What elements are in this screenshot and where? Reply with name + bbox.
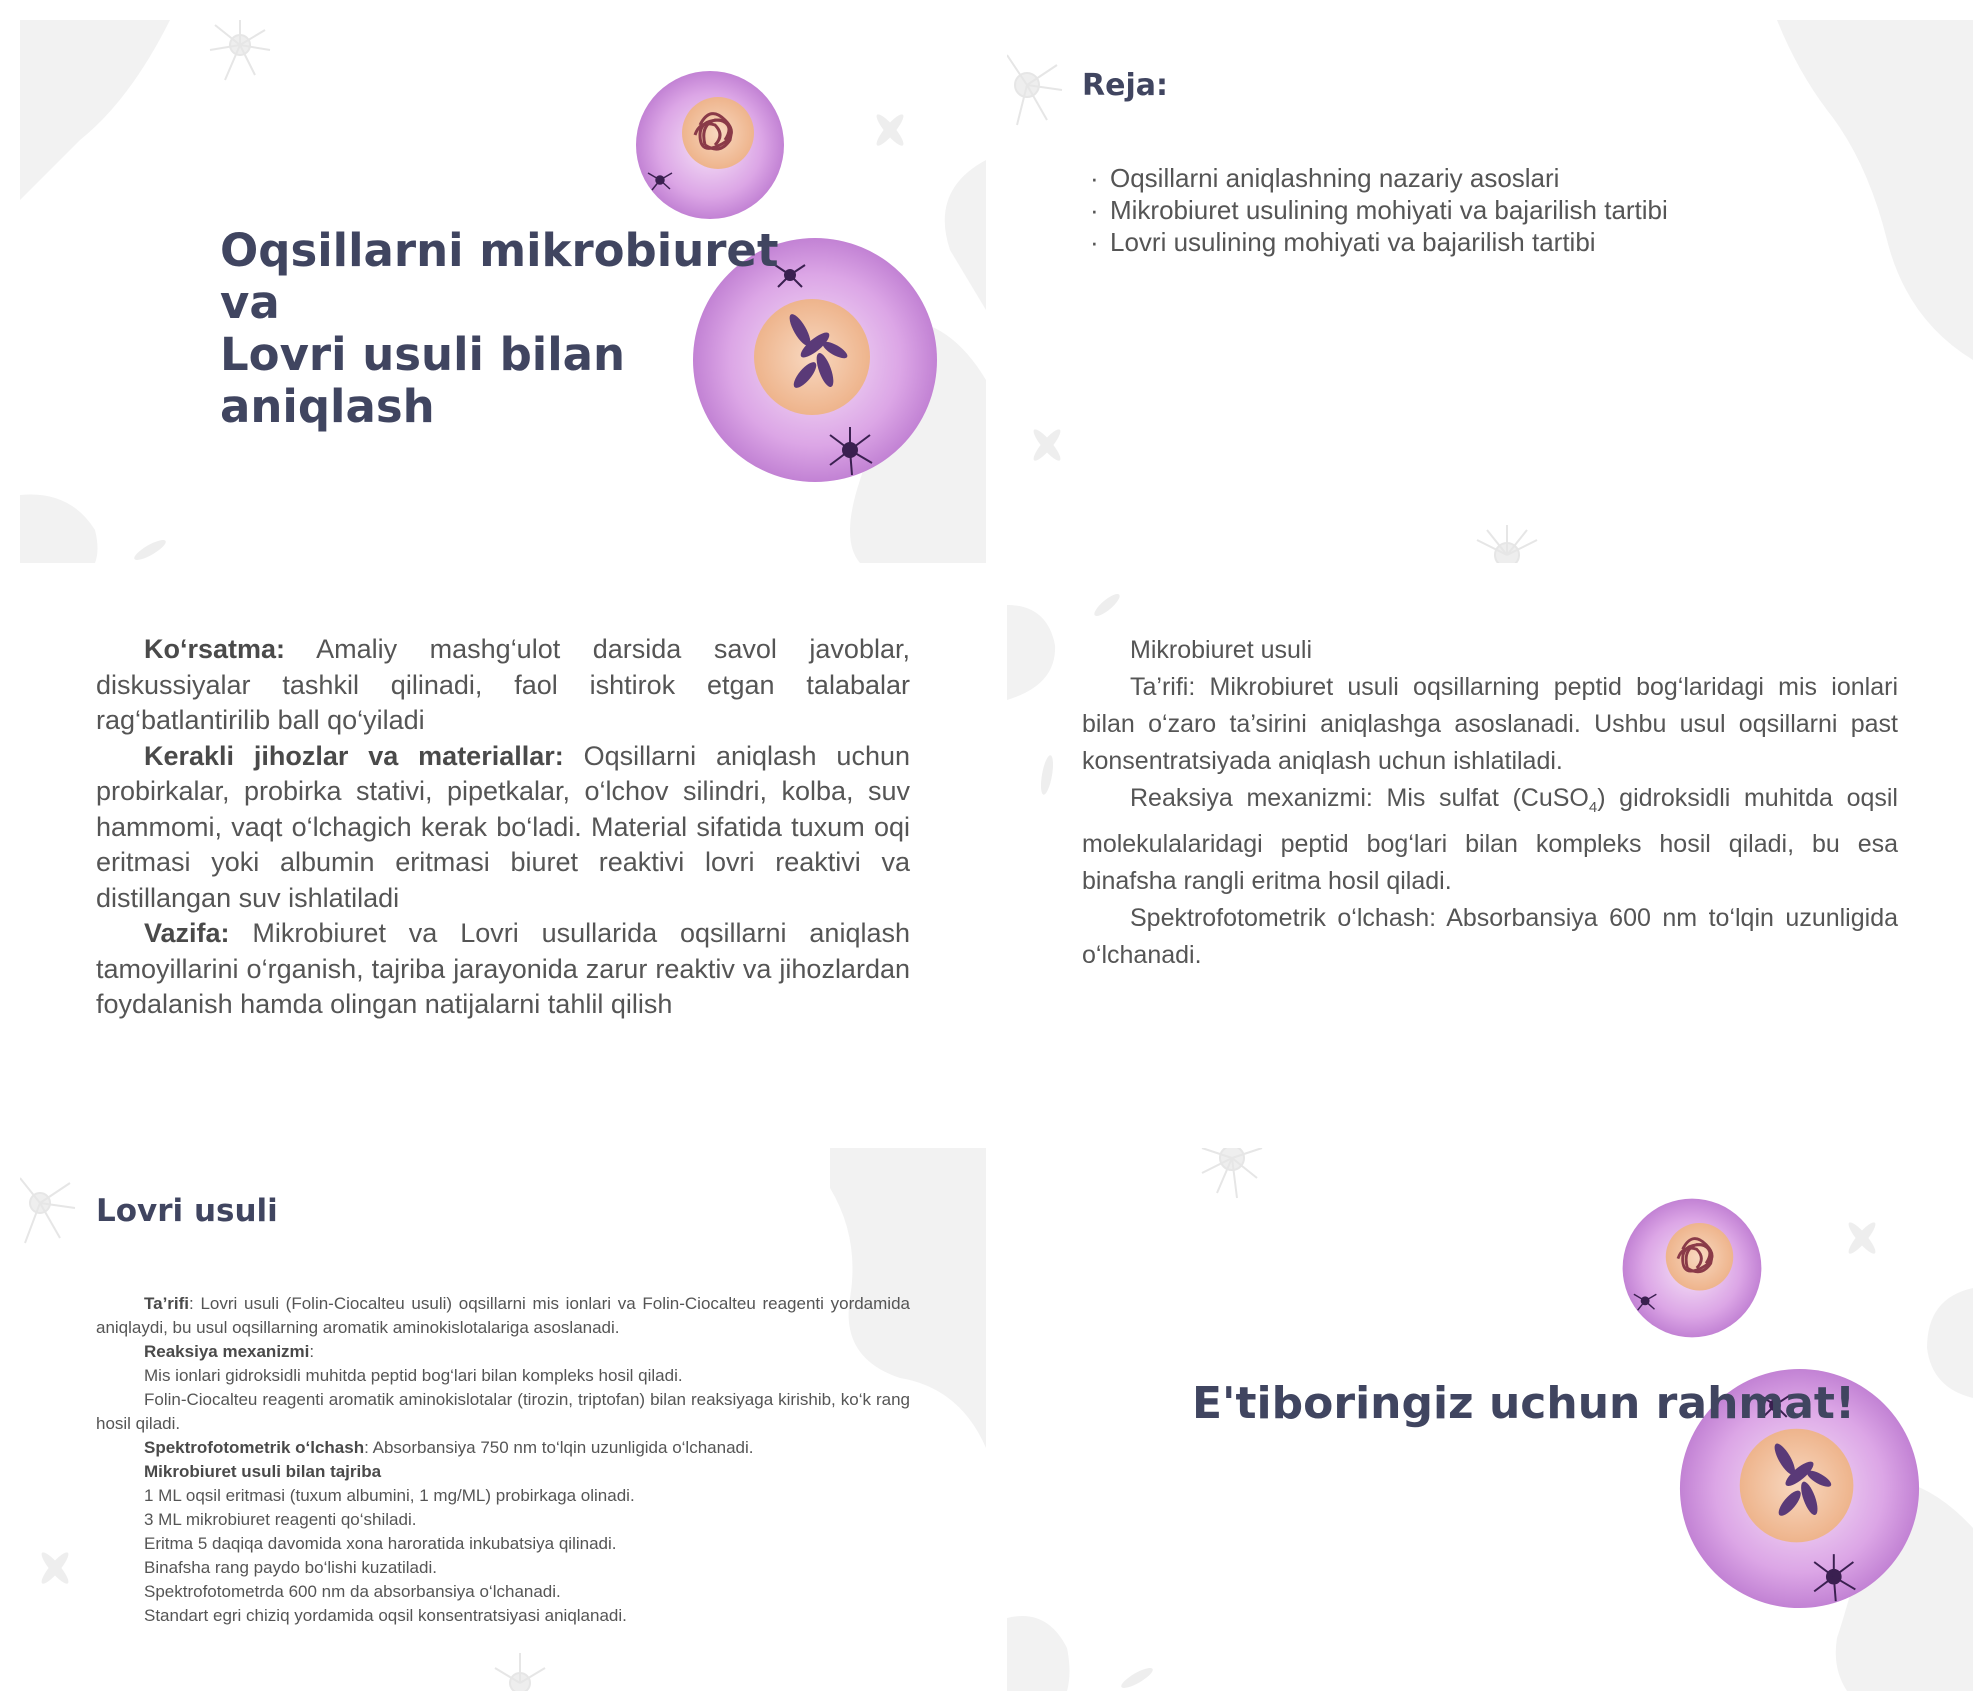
mechanism-text-start: Reaksiya mexanizmi: Mis sulfat (CuSO — [1130, 784, 1589, 812]
equipment-paragraph — [96, 739, 910, 917]
cell-small-illustration — [630, 65, 790, 225]
thanks-title: E'tiboringiz uchun rahmat! — [1192, 1378, 1856, 1429]
microbiuret-text — [1082, 632, 1898, 974]
equipment-label: Kerakli jihozlar va materiallar: — [144, 740, 564, 771]
plan-item-3: · Lovri usulining mohiyati va bajarilish tartibi — [1082, 226, 1668, 258]
instruction-label: Ko‘rsatma: — [144, 634, 286, 664]
slide-microbiuret — [1007, 580, 1973, 1123]
lowry-definition — [96, 1292, 910, 1340]
cell-small-illustration — [1617, 1193, 1767, 1343]
slide-title — [20, 20, 986, 563]
plan-item-2: · Mikrobiuret usulining mohiyati va bajarilish tartibi — [1082, 194, 1668, 226]
lowry-mechanism-label: Reaksiya mexanizmi — [144, 1342, 310, 1361]
experiment-step: Binafsha rang paydo bo‘lishi kuzatiladi. — [144, 1558, 437, 1577]
plan-list — [1082, 162, 1668, 258]
microbiuret-definition: Ta’rifi: Mikrobiuret usuli oqsillarning peptid bog‘laridagi mis ionlari bilan o‘zaro ta’sirini aniqlashga asoslanadi. Ushbu usul oqsillarni past konsentratsiyada aniqlash uchun ishlatiladi. — [1082, 673, 1898, 775]
title-line-1: Oqsillarni mikrobiuret va — [220, 224, 779, 329]
experiment-heading — [96, 1460, 910, 1484]
mechanism-text-end: ) gidroksidli muhitda oqsil molekulalaridagi peptid bog‘lari bilan kompleks hosil qiladi, bu esa binafsha rangli eritma hosil qiladi. — [1082, 784, 1898, 895]
slide-instructions — [20, 580, 986, 1123]
instruction-text: Amaliy mashg‘ulot darsida savol javoblar, diskussiyalar tashkil qilinadi, faol ishtirok etgan talabalar rag‘batlantirilib ball qo‘yiladi — [96, 634, 910, 735]
microbiuret-measurement: Spektrofotometrik o‘lchash: Absorbansiya 600 nm to‘lqin uzunligida o‘lchanadi. — [1082, 904, 1898, 969]
lowry-text — [96, 1292, 910, 1628]
lowry-measurement — [96, 1436, 910, 1460]
lowry-definition-text: : Lovri usuli (Folin-Ciocalteu usuli) oqsillarni mis ionlari va Folin-Ciocalteu reagenti yordamida aniqlaydi, bu usul oqsillarning aromatik aminokislotalariga asoslanadi. — [96, 1294, 910, 1337]
lowry-line: Mis ionlari gidroksidli muhitda peptid bog‘lari bilan kompleks hosil qiladi. — [144, 1366, 683, 1385]
lowry-line: Folin-Ciocalteu reagenti aromatik aminokislotalar (tirozin, triptofan) bilan reaksiyaga kirishib, ko‘k rang hosil qiladi. — [96, 1390, 910, 1433]
lowry-measurement-label: Spektrofotometrik o‘lchash — [144, 1438, 365, 1457]
lowry-measurement-text: : Absorbansiya 750 nm to‘lqin uzunligida o‘lchanadi. — [364, 1438, 754, 1457]
experiment-step: Spektrofotometrda 600 nm da absorbansiya o‘lchanadi. — [144, 1582, 561, 1601]
instructions-text — [96, 632, 910, 1023]
task-paragraph — [96, 916, 910, 1023]
lowry-mechanism-colon: : — [309, 1342, 315, 1361]
task-label: Vazifa: — [144, 918, 230, 948]
lowry-mechanism-heading — [96, 1340, 910, 1364]
microbiuret-mechanism — [1082, 780, 1898, 900]
experiment-step: Eritma 5 daqiqa davomida xona haroratida inkubatsiya qilinadi. — [144, 1534, 617, 1553]
mechanism-subscript: 4 — [1588, 799, 1598, 816]
slide-thanks — [1007, 1148, 1973, 1691]
plan-item-1: · Oqsillarni aniqlashning nazariy asoslari — [1082, 162, 1668, 194]
equipment-text: Oqsillarni aniqlash uchun probirkalar, probirka stativi, pipetkalar, o‘lchov silindri, kolba, suv hammomi, vaqt o‘lchagich kerak bo‘ladi. Material sifatida tuxum oqi eritmasi yoki albumin eritmasi biuret reaktivi lovri reaktivi va distillangan suv ishlatiladi — [96, 740, 910, 913]
experiment-step: 3 ML mikrobiuret reagenti qo‘shiladi. — [144, 1510, 417, 1529]
slide-lowry — [20, 1148, 986, 1691]
lowry-heading: Lovri usuli — [96, 1193, 278, 1229]
experiment-label: Mikrobiuret usuli bilan tajriba — [144, 1462, 382, 1481]
title-line-2: Lovri usuli bilan aniqlash — [220, 328, 626, 433]
instruction-paragraph — [96, 632, 910, 739]
lowry-definition-label: Ta’rifi — [144, 1294, 190, 1313]
experiment-step: 1 ML oqsil eritmasi (tuxum albumini, 1 mg/ML) probirkaga olinadi. — [144, 1486, 635, 1505]
microbiuret-heading: Mikrobiuret usuli — [1130, 636, 1313, 664]
presentation-title — [220, 225, 840, 433]
slide-plan — [1007, 20, 1973, 563]
task-text: Mikrobiuret va Lovri usullarida oqsillarni aniqlash tamoyillarini o‘rganish, tajriba jarayonida zarur reaktiv va jihozlardan foydalanish hamda olingan natijalarni tahlil qilish — [96, 918, 910, 1019]
experiment-step: Standart egri chiziq yordamida oqsil konsentratsiyasi aniqlanadi. — [144, 1606, 627, 1625]
plan-heading: Reja: — [1082, 68, 1168, 103]
